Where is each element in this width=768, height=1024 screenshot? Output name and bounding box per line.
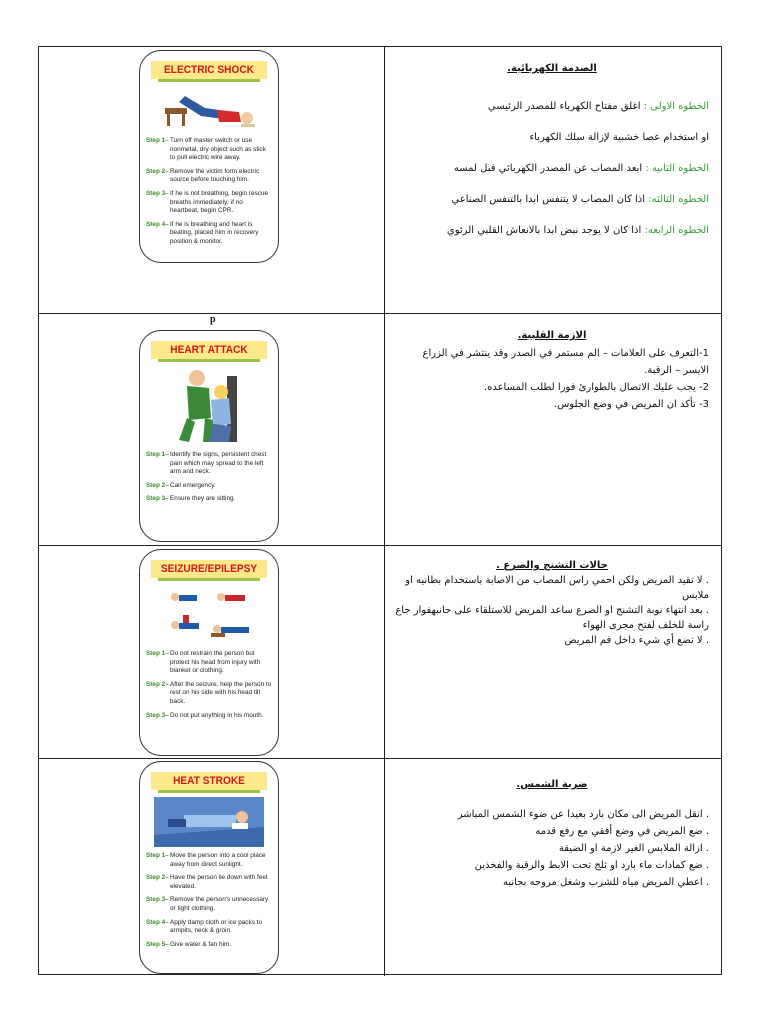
list-item: Step 3– If he is not breathing, begin rescue breaths immediately; if no heartbeat, begin CPR.	[146, 189, 269, 215]
list-item: Step 2– After the seizure, help the person to rest on his side with his head tilt back.	[146, 680, 272, 705]
list-item: Step 4– If he is breathing and heart is beating, placed him in recovery position & monitor.	[146, 220, 259, 245]
section-title: الصدمة الكهربائية.	[507, 63, 597, 74]
instruction-line: الخطوه الاولى : اغلق مفتاح الكهرباء للمصدر الرئيسي	[487, 101, 709, 112]
seizure-illustration-icon	[161, 585, 257, 645]
list-item: Step 1– Identify the signs, persistent chest pain which may spread to the left arm and neck.	[146, 451, 267, 476]
table-row	[39, 314, 721, 546]
list-item: Step 1– Do not restrain the person but protect his head from injury with blanket or clothing.	[146, 650, 261, 675]
first-aid-card	[139, 330, 279, 542]
instruction-line: . اعطي المريض مياه للشرب وشغل مروحه بجانبه	[502, 877, 709, 888]
list-item: Step 3– Ensure they are sitting.	[146, 495, 236, 503]
instruction-line: . ضع كمادات ماء بارد او ثلج تحت الابط والرقبة والفخذين	[474, 860, 709, 871]
arabic-cell	[385, 759, 721, 976]
instruction-line: . بعد انتهاء نوبة التشنج او الصرع ساعد المريض للاستلقاء على جانبهفوار جاع راسة للخلف لفتح مجرى الهواء	[395, 605, 709, 631]
card-number: 5	[140, 333, 145, 340]
card-number: 1	[140, 52, 145, 59]
card-cell	[39, 47, 385, 313]
instruction-line: . ازالة الملابس الغير لازمة او الضيقة	[558, 843, 709, 854]
list-item: Step 3– Remove the person's unnecessary or tight clothing.	[146, 896, 269, 912]
instruction-line: . لا تضع أي شيء داخل فم المريض	[564, 635, 709, 646]
instruction-line: الخطوه الرابعه: اذا كان لا يوجد نبض ابدا بالانعاش القلبي الرئوي	[446, 225, 709, 236]
instruction-line: 3- تأكد ان المريض في وضع الجلوس.	[553, 399, 709, 410]
section-title: الازمة القلبية.	[517, 330, 587, 341]
arabic-cell	[385, 546, 721, 758]
card-title: SEIZURE/EPILEPSY	[151, 560, 267, 578]
card-title: HEART ATTACK	[151, 341, 267, 359]
card-title: ELECTRIC SHOCK	[151, 61, 267, 79]
list-item: Step 2– Remove the victim form electric source before touching him.	[146, 167, 260, 184]
list-item: Step 1– Move the person into a cool place away from direct sunlight.	[146, 852, 266, 868]
list-item: Step 2– Call emergency.	[146, 481, 216, 489]
title-underline	[158, 79, 260, 82]
card-cell	[39, 759, 385, 976]
table-row	[39, 546, 721, 759]
heat-stroke-illustration-icon	[154, 797, 264, 847]
card-steps	[140, 137, 278, 247]
first-aid-table	[38, 46, 722, 975]
instruction-line: 2- يجب عليك الاتصال بالطوارئ فورا لطلب المساعده.	[483, 382, 709, 393]
first-aid-card	[139, 549, 279, 756]
card-cell	[39, 546, 385, 758]
instruction-line: . انقل المريض الى مكان بارد بعيدا عن ضوء الشمس المباشر	[457, 809, 709, 820]
list-item: Step 5– Give water & fan him.	[146, 940, 232, 948]
card-steps	[140, 852, 278, 949]
first-aid-card	[139, 50, 279, 263]
card-steps	[140, 650, 278, 720]
arabic-cell	[385, 47, 721, 313]
list-item: Step 1– Turn off master switch or use nonmetal, dry object such as stick to pull electric wire away.	[146, 137, 266, 162]
instruction-line: الخطوه الثالثه: اذا كان المصاب لا يتنفس ابدا بالتنفس الصناعي	[451, 194, 709, 205]
card-title: HEAT STROKE	[151, 772, 267, 790]
list-item: Step 4– Apply damp cloth or ice packs to armpits, neck & groin.	[146, 918, 262, 935]
card-steps	[140, 451, 278, 504]
instruction-line: . ضع المريض في وضع أفقي مع رفع قدمه	[535, 826, 709, 837]
instruction-line: او استخدام عصا خشبية لإزالة سلك الكهرباء	[529, 132, 709, 143]
page-marker: p	[210, 314, 216, 325]
title-underline	[158, 790, 260, 793]
electric-shock-illustration-icon	[161, 86, 257, 132]
title-underline	[158, 359, 260, 362]
instruction-line: الخطوه الثانيه : ابعد المصاب عن المصدر الكهربائي قبل لمسه	[453, 163, 709, 174]
table-row	[39, 759, 721, 976]
section-title: ضربة الشمس.	[516, 779, 588, 790]
title-underline	[158, 578, 260, 581]
list-item: Step 2– Have the person lie down with feet elevated.	[146, 874, 268, 890]
instruction-line: . لا تقيد المريض ولكن احمي راس المصاب من الاصابة باستخدام بطانيه او ملابس	[405, 575, 709, 601]
card-cell	[39, 314, 385, 545]
list-item: Step 3– Do not put anything in his mouth.	[146, 711, 264, 719]
section-title: حالات التشنج والصرع .	[496, 560, 608, 571]
first-aid-card	[139, 761, 279, 974]
heart-attack-illustration-icon	[169, 366, 249, 446]
instruction-line: 1-التعرف على العلامات – الم مستمر في الصدر وقد ينتشر في الزراع الايسر – الرقبة.	[422, 348, 709, 376]
table-row	[39, 47, 721, 314]
arabic-cell	[385, 314, 721, 545]
card-number: 3	[140, 762, 145, 769]
card-number: 6	[271, 551, 276, 558]
